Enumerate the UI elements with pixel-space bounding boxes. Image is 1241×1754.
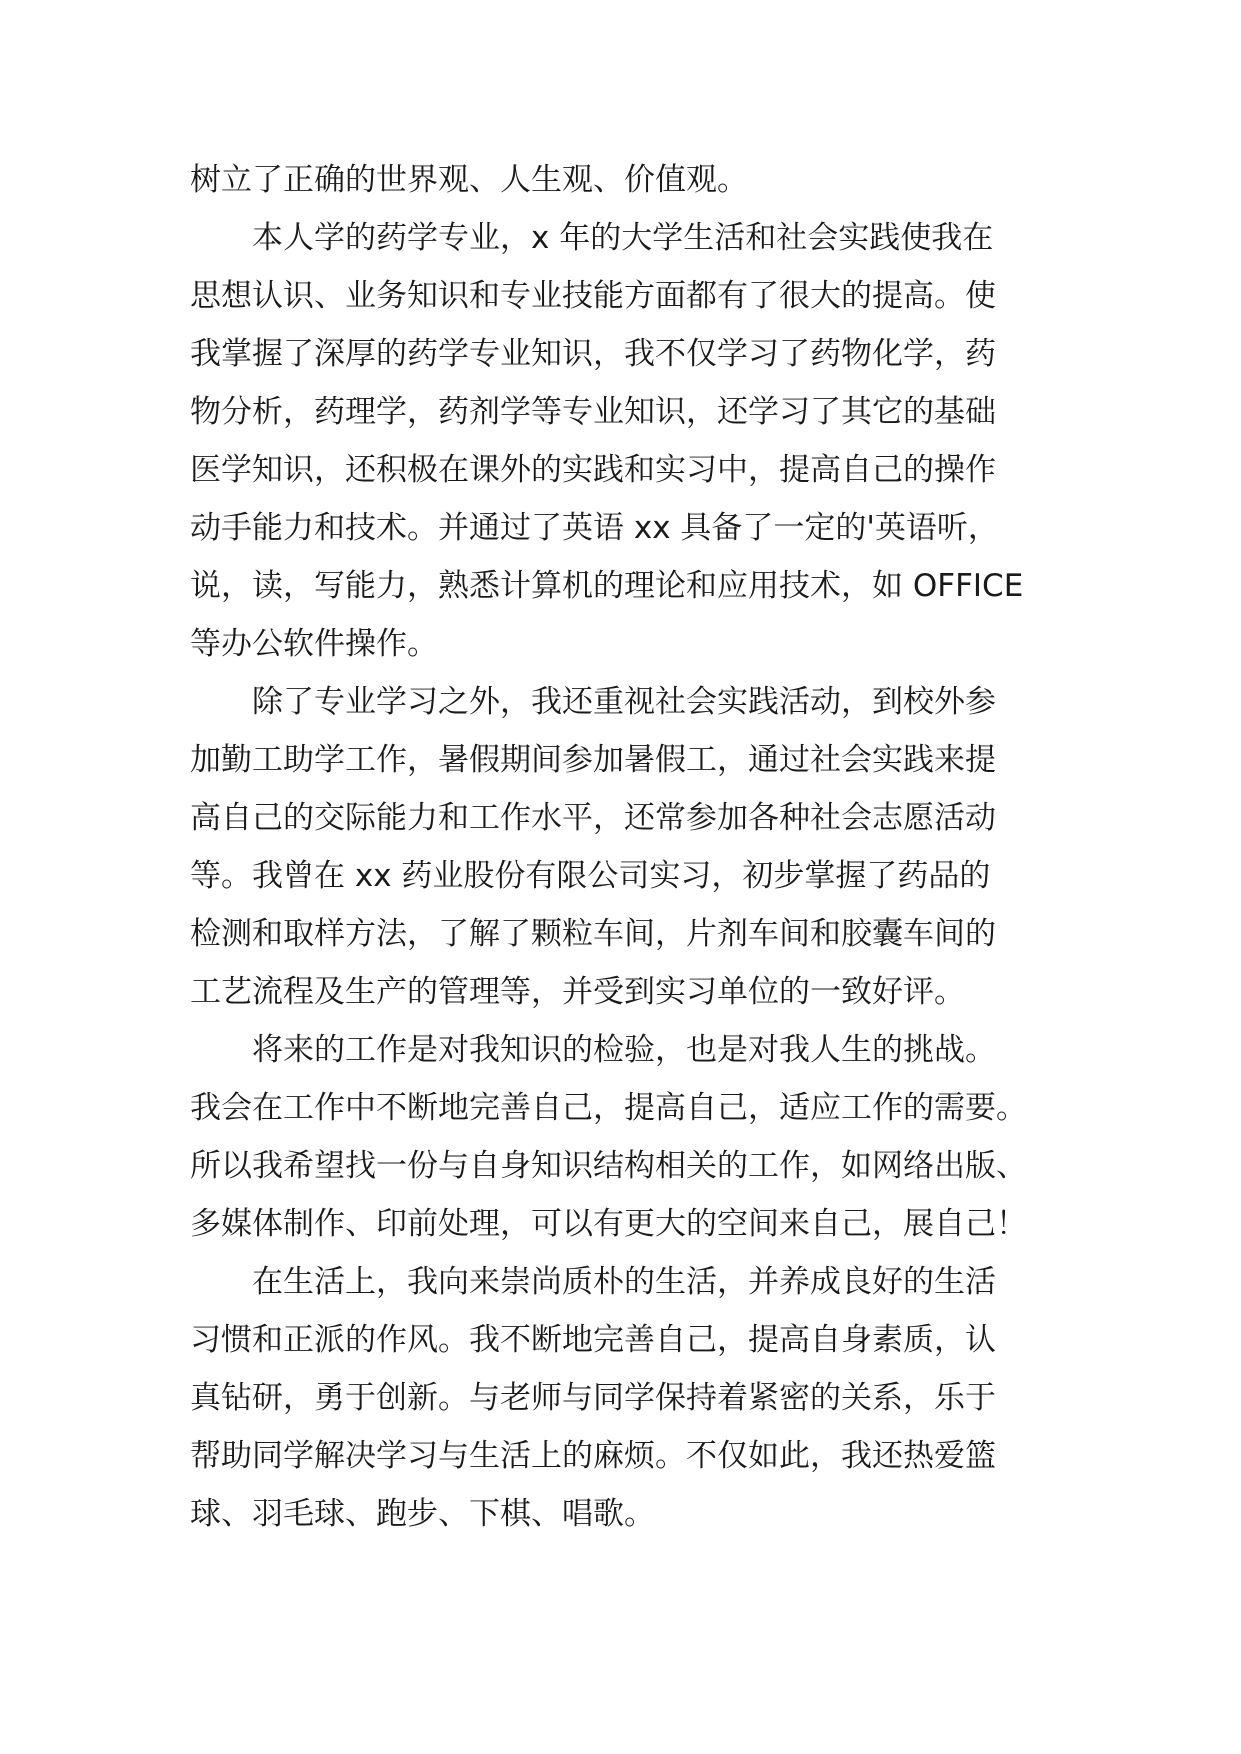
text-line: 将来的工作是对我知识的检验，也是对我人生的挑战。 (252, 1032, 996, 1068)
text-line: 工艺流程及生产的管理等，并受到实习单位的一致好评。 (190, 974, 965, 1010)
text-line: 物分析，药理学，药剂学等专业知识，还学习了其它的基础 (190, 394, 996, 430)
text-line: 等办公软件操作。 (190, 626, 438, 662)
document-body (190, 151, 1070, 1543)
text-line: 真钻研，勇于创新。与老师与同学保持着紧密的关系，乐于 (190, 1380, 996, 1416)
text-line: 医学知识，还积极在课外的实践和实习中，提高自己的操作 (190, 452, 996, 488)
text-line: 我会在工作中不断地完善自己，提高自己，适应工作的需要。 (190, 1090, 1027, 1126)
text-line: 所以我希望找一份与自身知识结构相关的工作，如网络出版、 (190, 1148, 1027, 1184)
text-line: 思想认识、业务知识和专业技能方面都有了很大的提高。使 (190, 278, 996, 314)
text-line: 动手能力和技术。并通过了英语 xx 具备了一定的'英语听， (190, 510, 999, 546)
text-line: 在生活上，我向来崇尚质朴的生活，并养成良好的生活 (252, 1264, 996, 1300)
text-line: 球、羽毛球、跑步、下棋、唱歌。 (190, 1496, 655, 1532)
text-line: 除了专业学习之外，我还重视社会实践活动，到校外参 (252, 684, 996, 720)
text-line: 习惯和正派的作风。我不断地完善自己，提高自身素质，认 (190, 1322, 996, 1358)
text-line: 本人学的药学专业，x 年的大学生活和社会实践使我在 (252, 220, 994, 256)
text-line: 加勤工助学工作，暑假期间参加暑假工，通过社会实践来提 (190, 742, 996, 778)
text-line: 我掌握了深厚的药学专业知识，我不仅学习了药物化学，药 (190, 336, 996, 372)
text-line: 等。我曾在 xx 药业股份有限公司实习，初步掌握了药品的 (190, 858, 991, 894)
text-line: 说，读，写能力，熟悉计算机的理论和应用技术，如 OFFICE (190, 568, 1024, 604)
text-line: 检测和取样方法，了解了颗粒车间，片剂车间和胶囊车间的 (190, 916, 996, 952)
text-line: 树立了正确的世界观、人生观、价值观。 (190, 162, 748, 198)
text-line: 高自己的交际能力和工作水平，还常参加各种社会志愿活动 (190, 800, 996, 836)
text-line: 多媒体制作、印前处理，可以有更大的空间来自己，展自己！ (190, 1206, 1027, 1242)
text-line: 帮助同学解决学习与生活上的麻烦。不仅如此，我还热爱篮 (190, 1438, 996, 1474)
